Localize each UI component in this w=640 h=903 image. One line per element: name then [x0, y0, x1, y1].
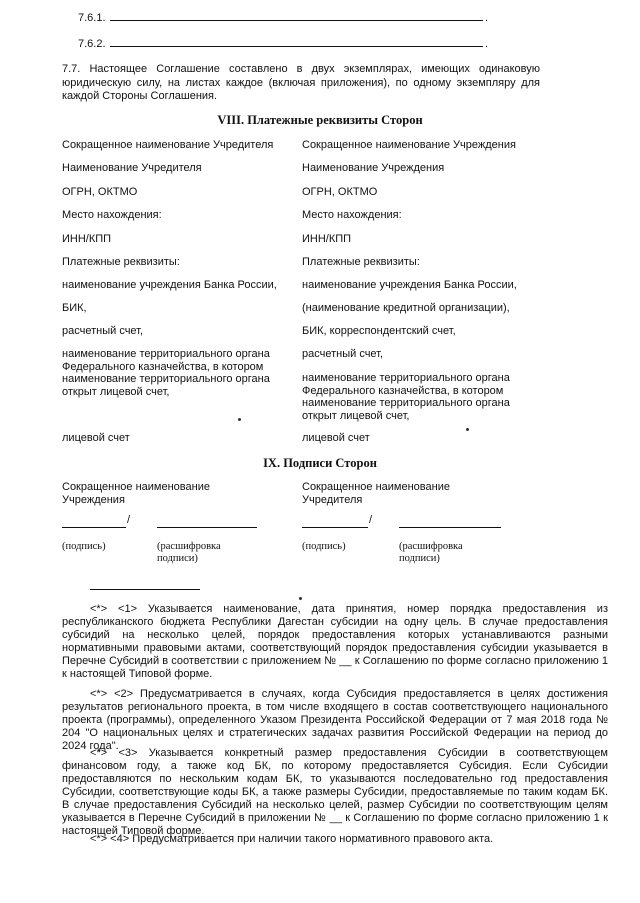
signature-left-decode-line — [157, 526, 257, 528]
institution-account: расчетный счет, — [302, 348, 384, 360]
institution-credit-org: (наименование кредитной организации), — [302, 302, 510, 314]
signature-left-party: Сокращенное наименование Учреждения — [62, 481, 210, 506]
clause-7-6-2-blank — [110, 45, 483, 47]
footnote-separator — [90, 588, 200, 590]
scan-speck — [299, 597, 302, 600]
signature-right-decode-line — [399, 526, 501, 528]
founder-ogrn: ОГРН, ОКТМО — [62, 186, 138, 198]
clause-7-6-1-label: 7.6.1. — [78, 12, 106, 24]
founder-short-name: Сокращенное наименование Учредителя — [62, 139, 274, 151]
institution-name: Наименование Учреждения — [302, 162, 445, 174]
institution-payment-details: Платежные реквизиты: — [302, 256, 420, 268]
founder-bik: БИК, — [62, 302, 87, 314]
signature-right-party: Сокращенное наименование Учредителя — [302, 481, 450, 506]
clause-7-6-1-blank — [110, 19, 483, 21]
clause-7-6-1: 7.6.1. . — [78, 12, 488, 24]
institution-ogrn: ОГРН, ОКТМО — [302, 186, 378, 198]
founder-account: расчетный счет, — [62, 325, 144, 337]
founder-payment-details: Платежные реквизиты: — [62, 256, 180, 268]
signature-left-decode-caption: (расшифровка подписи) — [157, 541, 221, 564]
section-9-title: IX. Подписи Сторон — [263, 456, 377, 470]
clause-7-6-2-label: 7.6.2. — [78, 38, 106, 50]
signature-left-sign-caption: (подпись) — [62, 541, 106, 552]
section-8-title: VIII. Платежные реквизиты Сторон — [217, 113, 423, 127]
founder-treasury: наименование территориального органа Федерального казначейства, в котором наименование территориального органа открыт лицевой счет, — [62, 348, 270, 398]
founder-bank: наименование учреждения Банка России, — [62, 279, 277, 291]
institution-personal-account: лицевой счет — [302, 432, 370, 444]
founder-personal-account: лицевой счет — [62, 432, 130, 444]
founder-name: Наименование Учредителя — [62, 162, 202, 174]
clause-7-7: 7.7. Настоящее Соглашение составлено в двух экземплярах, имеющих одинаковую юридическую силу, на листах каждое (включая приложения), по одному экземпляру для каждой Стороны Соглашения. — [62, 63, 540, 102]
institution-short-name: Сокращенное наименование Учреждения — [302, 139, 516, 151]
institution-bik: БИК, корреспондентский счет, — [302, 325, 456, 337]
footnote-2: <*> <2> Предусматривается в случаях, когда Субсидия предоставляется в целях достижения результатов регионального проекта, в том числе входящего в состав соответствующего национального проекта (программы), определенного Указом Президента Российской Федерации от 7 мая 2018 года № 204 "О национальных целях и стратегических задачах развития Российской Федерации на период до 2024 года". — [62, 688, 608, 752]
institution-treasury: наименование территориального органа Федерального казначейства, в котором наименование территориального органа открыт лицевой счет, — [302, 372, 510, 422]
scan-speck — [466, 428, 469, 431]
institution-bank: наименование учреждения Банка России, — [302, 279, 517, 291]
founder-address: Место нахождения: — [62, 209, 162, 221]
clause-7-6-2: 7.6.2. . — [78, 38, 488, 50]
signature-left-slash: / — [127, 514, 131, 526]
signature-right-decode-caption: (расшифровка подписи) — [399, 541, 463, 564]
founder-inn: ИНН/КПП — [62, 233, 112, 245]
institution-address: Место нахождения: — [302, 209, 402, 221]
footnote-3: <*> <3> Указывается конкретный размер предоставления Субсидии в соответствующем финансовом году, а также код БК, по которому предоставляется Субсидия. Если Субсидии предоставляются по нескольким кодам БК, то указываются последовательно год предоставления Субсидии, соответствующие коды БК, а также размеры Субсидии, предоставляемые по таким кодам БК. В случае предоставления Субсидий на несколько целей, размер Субсидии по соответствующим целям указывается в Перечне Субсидий в приложении № __ к Соглашению по форме согласно приложению 1 к настоящей Типовой форме. — [62, 747, 608, 837]
footnote-4: <*> <4> Предусматривается при наличии такого нормативного правового акта. — [90, 833, 494, 845]
signature-right-sign-caption: (подпись) — [302, 541, 346, 552]
signature-left-sign-line — [62, 526, 126, 528]
signature-right-slash: / — [369, 514, 373, 526]
institution-inn: ИНН/КПП — [302, 233, 352, 245]
scan-speck — [238, 418, 241, 421]
signature-right-sign-line — [302, 526, 368, 528]
footnote-1: <*> <1> Указывается наименование, дата принятия, номер порядка предоставления из республиканского бюджета Республики Дагестан субсидии на одну цель. В случае предоставления субсидий на несколько целей, порядок предоставления которых устанавливаются разными нормативными правовыми актами, соответствующий порядок предоставления субсидии указывается в Перечне Субсидий в соответствии с приложением № __ к Соглашению по форме согласно приложению 1 к настоящей Типовой форме. — [62, 603, 608, 680]
